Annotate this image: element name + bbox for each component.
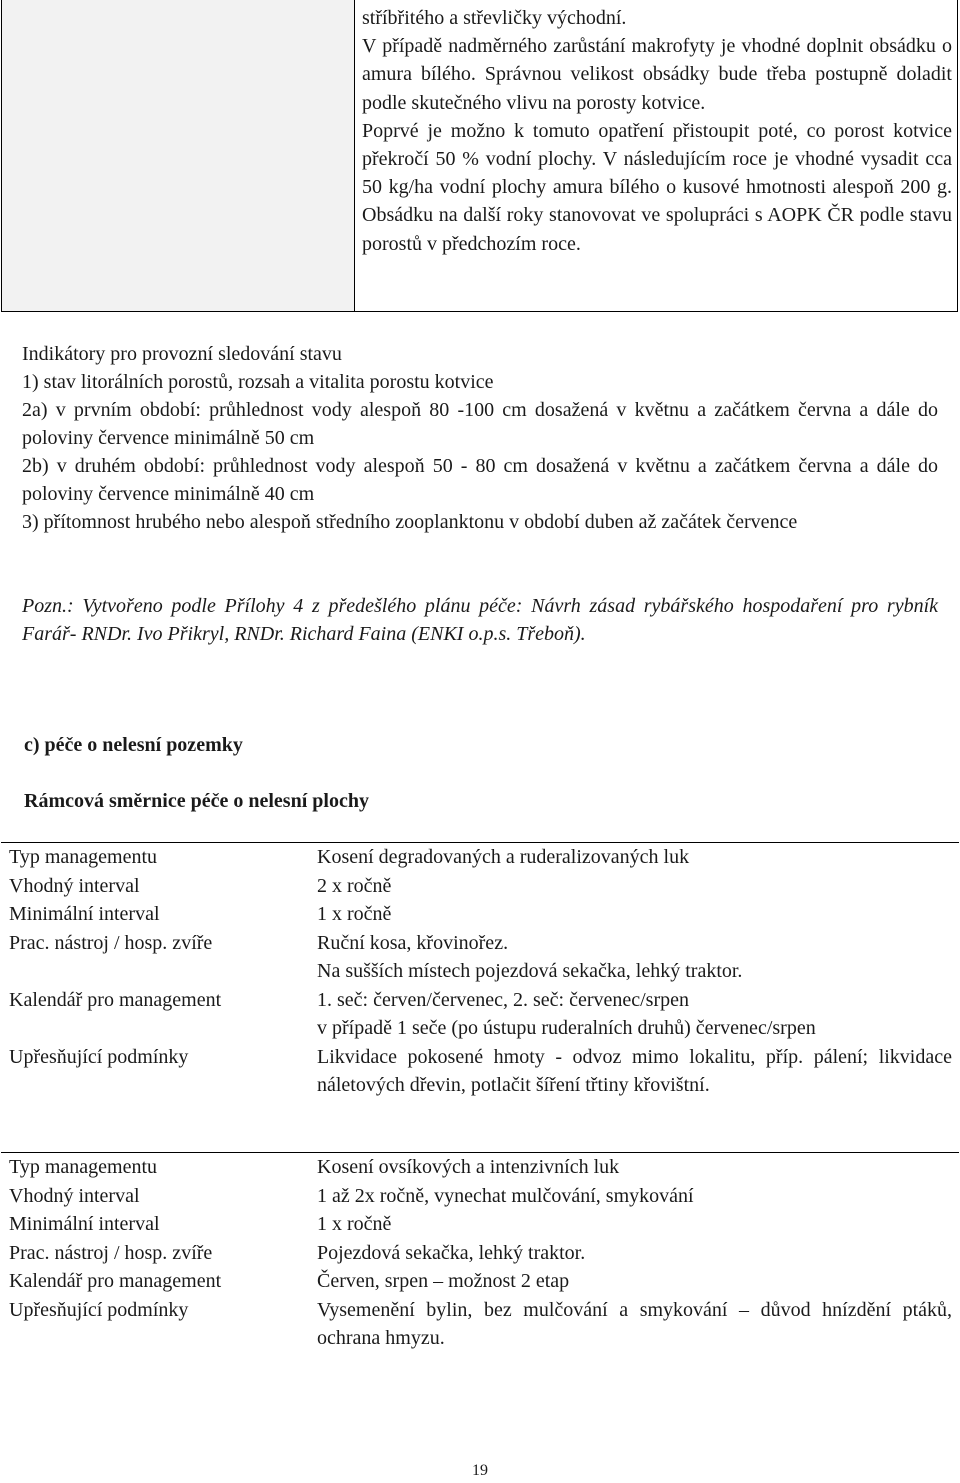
row-value: Likvidace pokosené hmoty - odvoz mimo lokalitu, příp. pálení; likvidace náletových dřevin, potlačit šíření třtiny křovištní. bbox=[317, 1045, 952, 1096]
management-table-2 bbox=[1, 1152, 959, 1353]
indicator-item: 1) stav litorálních porostů, rozsah a vitalita porostu kotvice bbox=[22, 371, 494, 393]
row-value: v případě 1 seče (po ústupu ruderalních druhů) červenec/srpen bbox=[317, 1017, 816, 1039]
indicator-item: 2b) v druhém období: průhlednost vody alespoň 50 - 80 cm dosažená v květnu a začátkem června a dále do poloviny července minimálně 40 cm bbox=[22, 455, 938, 505]
indicator-item: 3) přítomnost hrubého nebo alespoň středního zooplanktonu v období duben až začátek července bbox=[22, 511, 798, 533]
row-value: 1 x ročně bbox=[317, 1213, 392, 1235]
indicators-section bbox=[22, 340, 938, 536]
table-row bbox=[1, 872, 959, 901]
table-row bbox=[1, 1182, 959, 1211]
row-label: Kalendář pro management bbox=[9, 988, 222, 1011]
table-right-cell bbox=[362, 4, 952, 258]
row-value: Pojezdová sekačka, lehký traktor. bbox=[317, 1241, 586, 1264]
row-label: Upřesňující podmínky bbox=[9, 1298, 189, 1321]
row-value: Kosení ovsíkových a intenzivních luk bbox=[317, 1156, 620, 1178]
table-row bbox=[1, 1239, 959, 1268]
table-row bbox=[1, 1296, 959, 1353]
page-number: 19 bbox=[472, 1462, 488, 1479]
row-label: Minimální interval bbox=[9, 903, 160, 925]
row-value: 1 x ročně bbox=[317, 903, 392, 925]
row-label: Typ managementu bbox=[9, 1156, 157, 1178]
note-section bbox=[22, 592, 938, 648]
fishery-measures-table bbox=[1, 0, 958, 312]
row-value: 1 až 2x ročně, vynechat mulčování, smykování bbox=[317, 1184, 694, 1207]
table-row bbox=[1, 1210, 959, 1239]
row-value: 2 x ročně bbox=[317, 874, 392, 897]
management-table-1 bbox=[1, 842, 959, 1100]
text-line: stříbřitého a střevličky východní. bbox=[362, 7, 627, 29]
table-row bbox=[1, 1043, 959, 1100]
table-row bbox=[1, 957, 959, 986]
row-value: Na sušších místech pojezdová sekačka, lehký traktor. bbox=[317, 960, 743, 982]
row-label: Prac. nástroj / hosp. zvíře bbox=[9, 931, 213, 954]
row-label: Typ managementu bbox=[9, 846, 157, 868]
table-row bbox=[1, 929, 959, 958]
section-heading: c) péče o nelesní pozemky bbox=[24, 734, 243, 756]
section-subheading: Rámcová směrnice péče o nelesní plochy bbox=[24, 790, 369, 812]
row-label: Minimální interval bbox=[9, 1213, 160, 1235]
text-paragraph: Poprvé je možno k tomuto opatření přistoupit poté, co porost kotvice překročí 50 % vodní plochy. V následujícím roce je vhodné vysadit cca 50 kg/ha vodní plochy amura bílého o kusové hmotnosti alespoň 200 g. Obsádku na další roky stanovovat ve spolupráci s AOPK ČR podle stavu porostů v předchozím roce. bbox=[362, 119, 952, 255]
indicator-item: 2a) v prvním období: průhlednost vody alespoň 80 -100 cm dosažená v květnu a začátkem června a dále do poloviny července minimálně 50 cm bbox=[22, 399, 938, 449]
table-left-cell bbox=[2, 0, 355, 311]
table-row bbox=[1, 900, 959, 929]
note-text: Pozn.: Vytvořeno podle Přílohy 4 z předešlého plánu péče: Návrh zásad rybářského hospodaření pro rybník Farář- RNDr. Ivo Přikryl, RNDr. Richard Faina (ENKI o.p.s. Třeboň). bbox=[22, 595, 938, 645]
row-value: Kosení degradovaných a ruderalizovaných luk bbox=[317, 846, 690, 868]
row-value: Červen, srpen – možnost 2 etap bbox=[317, 1270, 570, 1292]
table-row bbox=[1, 843, 959, 872]
row-value: Vysemenění bylin, bez mulčování a smykování – důvod hnízdění ptáků, ochrana hmyzu. bbox=[317, 1298, 952, 1349]
table-row bbox=[1, 1267, 959, 1296]
row-label: Upřesňující podmínky bbox=[9, 1045, 189, 1068]
table-row bbox=[1, 1153, 959, 1182]
row-value: Ruční kosa, křovinořez. bbox=[317, 931, 509, 954]
table-row bbox=[1, 986, 959, 1015]
row-value: 1. seč: červen/červenec, 2. seč: červenec/srpen bbox=[317, 988, 690, 1011]
row-label: Vhodný interval bbox=[9, 1184, 140, 1207]
row-label: Prac. nástroj / hosp. zvíře bbox=[9, 1241, 213, 1264]
row-label: Vhodný interval bbox=[9, 874, 140, 897]
row-label: Kalendář pro management bbox=[9, 1270, 222, 1292]
table-row bbox=[1, 1014, 959, 1043]
indicators-title: Indikátory pro provozní sledování stavu bbox=[22, 343, 342, 365]
text-paragraph: V případě nadměrného zarůstání makrofyty je vhodné doplnit obsádku o amura bílého. Správnou velikost obsádky bude třeba postupně doladit podle skutečného vlivu na porosty kotvice. bbox=[362, 35, 952, 114]
